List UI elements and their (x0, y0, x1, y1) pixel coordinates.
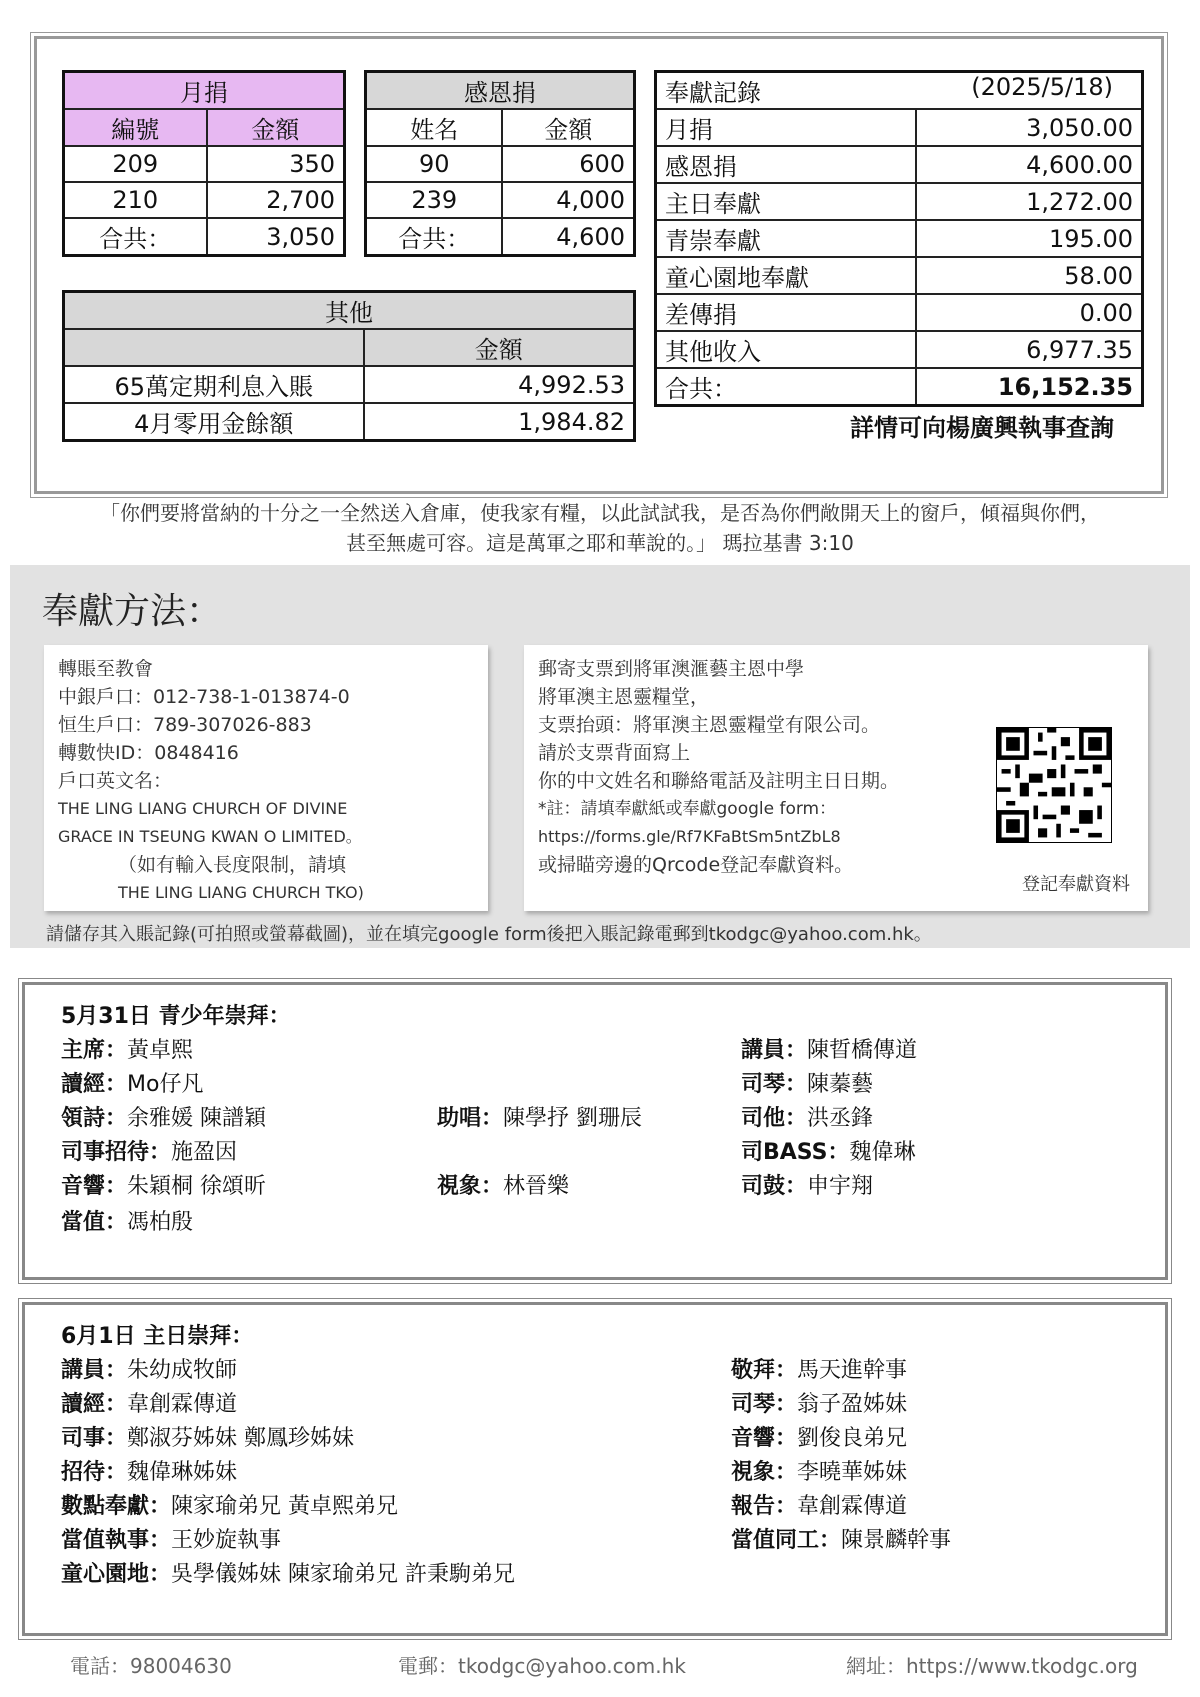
footer-email[interactable]: 電郵：tkodgc@yahoo.com.hk (398, 1654, 686, 1678)
roster-item: 司他：洪丞鋒 (741, 1106, 874, 1131)
roster-item: 童心園地：吳學儀姊妹 陳家瑜弟兄 許秉駒弟兄 (61, 1562, 516, 1587)
footer-website[interactable]: 網址：https://www.tkodgc.org (846, 1654, 1138, 1678)
roster-item: 當值執事：王妙旋執事 (61, 1528, 282, 1553)
roster-item: 司事：鄭淑芬姊妹 鄭鳳珍姊妹 (61, 1426, 355, 1451)
roster-item: 讀經：Mo仔凡 (61, 1072, 204, 1097)
table-row: 主日奉獻 1,272.00 (656, 183, 1143, 220)
other-title: 其他 (64, 292, 635, 330)
total-row: 合共： 4,600 (366, 218, 635, 256)
col-amount: 金額 (364, 329, 635, 366)
table-row: 239 4,000 (366, 182, 635, 218)
table-row: 209 350 (64, 146, 345, 182)
offering-record-table (654, 70, 1144, 407)
qr-caption: 登記奉獻資料 (1022, 874, 1130, 895)
bible-verse: 「你們要將當納的十分之一全然送入倉庫，使我家有糧，以此試試我，是否為你們敞開天上的窗戶，傾福與你們， 甚至無處可容。這是萬軍之耶和華說的。」 瑪拉基書 3:10 (100, 501, 1100, 555)
methods-title: 奉獻方法： (42, 591, 223, 632)
roster-item: 視象：李曉華姊妹 (731, 1460, 908, 1485)
roster-item: 音響：劉俊良弟兄 (731, 1426, 908, 1451)
cheque-card: 郵寄支票到將軍澳滙藝主恩中學 將軍澳主恩靈糧堂， 支票抬頭：將軍澳主恩靈糧堂有限公司。 請於支票背面寫上 你的中文姓名和聯絡電話及註明主日日期。 *註：請填奉獻紙或奉獻google form： https://forms.gle/Rf7KFaBtSm5ntZbL8 或掃瞄旁邊的Qrcode登記奉獻資料。 登記奉獻資料 (524, 645, 1148, 911)
roster-item: 司鼓：申宇翔 (741, 1174, 874, 1199)
table-row: 4月零用金餘額 1,984.82 (64, 403, 635, 441)
roster-item: 領詩：余雅媛 陳譜穎 (61, 1106, 267, 1131)
sunday-worship-roster (22, 1302, 1168, 1636)
transfer-card: 轉賬至教會 中銀戶口：012-738-1-013874-0 恒生戶口：789-307026-883 轉數快ID：0848416 戶口英文名： THE LING LIANG CHURCH OF DIVINE GRACE IN TSEUNG KWAN O LIMITED。 （如有輸入長度限制，請填 THE LING LIANG CHURCH TKO) (44, 645, 488, 911)
youth-title: 5月31日 青少年崇拜： (61, 1004, 291, 1029)
roster-item: 敬拜：馬天進幹事 (731, 1358, 908, 1383)
col-name: 姓名 (366, 109, 503, 146)
footer-phone: 電話：98004630 (70, 1654, 232, 1678)
roster-item: 司事招待：施盈因 (61, 1140, 238, 1165)
roster-item: 當值同工：陳景麟幹事 (731, 1528, 952, 1553)
roster-item: 司琴：翁子盈姊妹 (731, 1392, 908, 1417)
table-row: 90 600 (366, 146, 635, 182)
roster-item: 視象：林晉樂 (437, 1174, 570, 1199)
table-row: 青崇奉獻 195.00 (656, 220, 1143, 257)
youth-worship-roster (22, 982, 1168, 1280)
roster-item: 招待：魏偉琳姊妹 (61, 1460, 238, 1485)
col-amount: 金額 (207, 109, 345, 146)
table-row: 210 2,700 (64, 182, 345, 218)
roster-item: 司琴：陳蓁藝 (741, 1072, 874, 1097)
roster-item: 司BASS：魏偉琳 (741, 1140, 916, 1165)
col-amount: 金額 (502, 109, 634, 146)
table-row: 童心園地奉獻 58.00 (656, 257, 1143, 294)
table-row: 月捐 3,050.00 (656, 109, 1143, 146)
roster-item: 講員：陳晢橋傳道 (741, 1038, 918, 1063)
roster-item: 報告：韋創霖傳道 (731, 1494, 908, 1519)
roster-item: 講員：朱幼成牧師 (61, 1358, 238, 1383)
roster-item: 數點奉獻：陳家瑜弟兄 黃卓熙弟兄 (61, 1494, 399, 1519)
table-row: 65萬定期利息入賬 4,992.53 (64, 366, 635, 403)
sunday-title: 6月1日 主日崇拜： (61, 1324, 254, 1349)
roster-item: 音響：朱穎桐 徐頌昕 (61, 1174, 267, 1199)
roster-item: 助唱：陳學抒 劉珊辰 (437, 1106, 643, 1131)
roster-item: 主席：黃卓熙 (61, 1038, 194, 1063)
roster-item: 讀經：韋創霖傳道 (61, 1392, 238, 1417)
table-row: 感恩捐 4,600.00 (656, 146, 1143, 183)
table-row: 差傳捐 0.00 (656, 294, 1143, 331)
roster-item: 當值：馮柏殷 (61, 1210, 194, 1235)
col-no: 編號 (64, 109, 207, 146)
other-income-table (62, 290, 636, 442)
qr-code-icon[interactable] (996, 727, 1112, 843)
table-row: 其他收入 6,977.35 (656, 331, 1143, 368)
enquiry-note: 詳情可向楊廣興執事查詢 (850, 414, 1114, 442)
monthly-offering-table (62, 70, 346, 257)
monthly-title: 月捐 (64, 72, 345, 110)
thanks-offering-table (364, 70, 636, 257)
thanks-title: 感恩捐 (366, 72, 635, 110)
total-row: 合共： 3,050 (64, 218, 345, 256)
total-row: 合共： 16,152.35 (656, 368, 1143, 406)
submission-note: 請儲存其入賬記錄(可拍照或螢幕截圖)，並在填完google form後把入賬記錄電郵到tkodgc@yahoo.com.hk。 (46, 924, 932, 945)
record-date: (2025/5/18) (971, 73, 1113, 101)
record-title: 奉獻記錄 (665, 79, 761, 107)
